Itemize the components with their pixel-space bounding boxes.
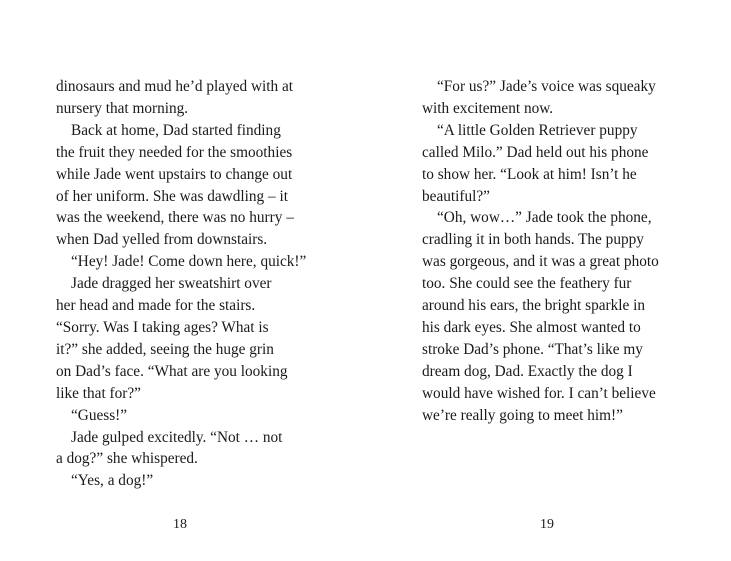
text-line: stroke Dad’s phone. “That’s like my <box>422 340 643 358</box>
text-line: dream dog, Dad. Exactly the dog I <box>422 362 633 380</box>
text-line: “Guess!” <box>71 406 128 424</box>
text-line: dinosaurs and mud he’d played with at <box>56 78 294 95</box>
text-line: nursery that morning. <box>56 99 189 117</box>
text-line: was the weekend, there was no hurry – <box>56 209 294 227</box>
left-page <box>0 0 365 561</box>
text-line: around his ears, the bright sparkle in <box>422 297 646 315</box>
text-line: on Dad’s face. “What are you looking <box>56 362 288 380</box>
page-number: 19 <box>540 517 554 532</box>
text-line: to show her. “Look at him! Isn’t he <box>422 165 637 183</box>
text-line: “A little Golden Retriever puppy <box>437 121 638 139</box>
text-line: beautiful?” <box>422 187 490 205</box>
text-line: it?” she added, seeing the huge grin <box>56 340 274 358</box>
text-line: a dog?” she whispered. <box>56 450 198 468</box>
text-line: Jade dragged her sweatshirt over <box>71 275 272 293</box>
text-line: “Hey! Jade! Come down here, quick!” <box>71 253 307 271</box>
text-line: Back at home, Dad started finding <box>71 121 281 139</box>
text-line: Jade gulped excitedly. “Not … not <box>71 428 283 446</box>
text-line: cradling it in both hands. The puppy <box>422 231 644 249</box>
right-page <box>365 0 731 561</box>
text-line: “Sorry. Was I taking ages? What is <box>56 318 269 336</box>
text-line: of her uniform. She was dawdling – it <box>56 187 288 205</box>
text-line: was gorgeous, and it was a great photo <box>422 253 659 271</box>
text-line: the fruit they needed for the smoothies <box>56 143 293 161</box>
text-line: her head and made for the stairs. <box>56 297 256 315</box>
page-number: 18 <box>173 517 187 532</box>
text-line: his dark eyes. She almost wanted to <box>422 318 641 336</box>
text-line: called Milo.” Dad held out his phone <box>422 143 649 161</box>
text-line: too. She could see the feathery fur <box>422 275 632 293</box>
text-line: would have wished for. I can’t believe <box>422 384 656 402</box>
text-line: “For us?” Jade’s voice was squeaky <box>437 78 656 95</box>
text-line: when Dad yelled from downstairs. <box>56 231 268 249</box>
text-line: like that for?” <box>56 384 141 402</box>
body-text <box>422 76 682 427</box>
text-line: while Jade went upstairs to change out <box>56 165 293 183</box>
text-line: we’re really going to meet him!” <box>422 406 623 424</box>
text-line: “Oh, wow…” Jade took the phone, <box>437 209 652 227</box>
text-line: “Yes, a dog!” <box>71 472 154 490</box>
text-line: with excitement now. <box>422 99 554 117</box>
body-text <box>56 76 316 492</box>
